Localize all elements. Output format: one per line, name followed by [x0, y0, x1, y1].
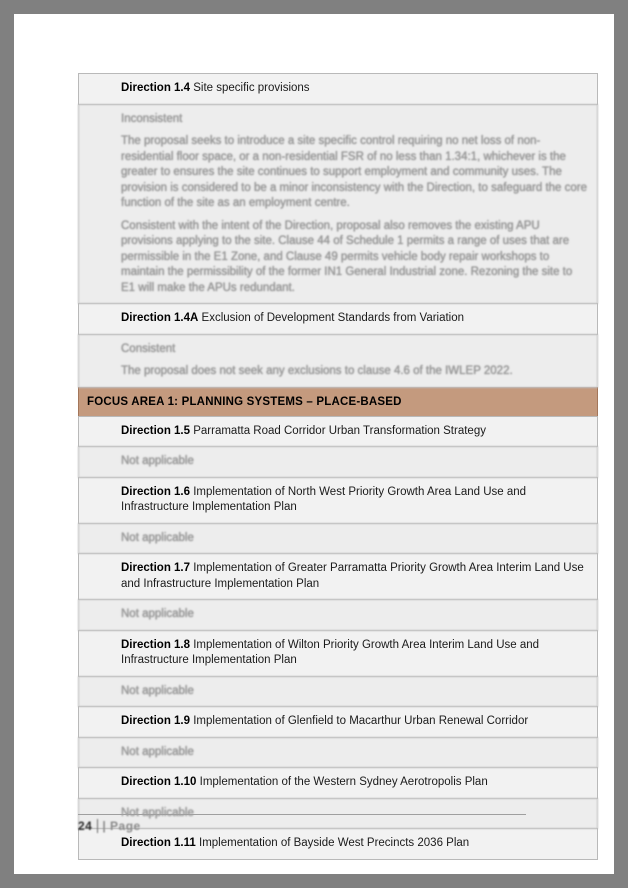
direction-title: Implementation of Wilton Priority Growth Area Interim Land Use and Infrastructure Implementation Plan: [121, 638, 540, 667]
table-row-direction-1-11-header: [78, 828, 598, 860]
consistency-status: Not applicable: [121, 745, 194, 758]
table-row-direction-1-7-body: [78, 599, 598, 631]
direction-title: Implementation of the Western Sydney Aerotropolis Plan: [199, 776, 488, 789]
table-row-direction-1-5-header: [78, 416, 598, 448]
direction-label: Direction 1.4A: [121, 312, 199, 325]
direction-label: Direction 1.9: [121, 715, 191, 728]
table-row-direction-1-7-header: [78, 553, 598, 600]
direction-label: Direction 1.4: [121, 82, 191, 94]
direction-title: Implementation of Glenfield to Macarthur Urban Renewal Corridor: [193, 715, 529, 728]
direction-label: Direction 1.5: [121, 424, 191, 437]
consistency-status: Inconsistent: [121, 112, 183, 125]
directions-table: [78, 74, 598, 860]
direction-title: Parramatta Road Corridor Urban Transformation Strategy: [193, 424, 486, 437]
table-row-direction-1-8-body: [78, 676, 598, 708]
table-row-direction-1-9-header: [78, 706, 598, 738]
assessment-paragraph: Consistent with the intent of the Direction, proposal also removes the existing APU provisions applying to the site. Clause 44 of Schedule 1 permits a range of uses that are permissible in the E1 Zone, and Clause 49 permits vehicle body repair workshops to maintain the permissibility of the former IN1 General Industrial zone. Rezoning the site to E1 will make the APUs redundant.: [121, 219, 573, 294]
focus-area-heading: FOCUS AREA 1: PLANNING SYSTEMS – PLACE-BASED: [78, 387, 598, 417]
direction-title: Implementation of Bayside West Precincts 2036 Plan: [199, 837, 470, 850]
table-row-direction-1-4-body: [78, 104, 598, 305]
assessment-paragraph: The proposal seeks to introduce a site specific control requiring no net loss of non-residential floor space, or a non-residential FSR of no less than 1.34:1, whichever is the greater to ensures the site continues to support employment and community uses. The provision is considered to be a minor inconsistency with the Direction, to safeguard the core function of the site as an employment centre.: [121, 135, 587, 210]
table-row-direction-1-10-header: [78, 767, 598, 799]
assessment-paragraph: The proposal does not seek any exclusions to clause 4.6 of the IWLEP 2022.: [121, 365, 513, 378]
consistency-status: Consistent: [121, 342, 176, 355]
direction-label: Direction 1.7: [121, 562, 191, 575]
page-footer: [78, 814, 598, 833]
direction-label: Direction 1.6: [121, 485, 191, 498]
table-row-direction-1-4a-header: [78, 303, 598, 335]
footer-divider: [78, 814, 526, 815]
footer-page-indicator: [78, 819, 598, 833]
consistency-status: Not applicable: [121, 806, 194, 819]
direction-title: Exclusion of Development Standards from Variation: [201, 312, 465, 325]
consistency-status: Not applicable: [121, 684, 194, 697]
consistency-status: Not applicable: [121, 455, 194, 468]
direction-label: Direction 1.11: [121, 837, 196, 850]
table-row-direction-1-5-body: [78, 446, 598, 478]
table-row-direction-1-6-header: [78, 477, 598, 524]
table-row-direction-1-9-body: [78, 737, 598, 769]
table-row-direction-1-4-header: [78, 73, 598, 105]
direction-title: Implementation of North West Priority Growth Area Land Use and Infrastructure Implementation Plan: [121, 485, 527, 514]
table-row-direction-1-8-header: [78, 630, 598, 677]
table-row-direction-1-6-body: [78, 523, 598, 555]
consistency-status: Not applicable: [121, 608, 194, 621]
consistency-status: Not applicable: [121, 531, 194, 544]
footer-page-label: | Page: [102, 819, 141, 833]
direction-title: Site specific provisions: [193, 82, 310, 94]
table-row-direction-1-4a-body: [78, 334, 598, 388]
direction-label: Direction 1.8: [121, 638, 191, 651]
direction-title: Implementation of Greater Parramatta Priority Growth Area Interim Land Use and Infrastructure Implementation Plan: [121, 562, 584, 590]
direction-label: Direction 1.10: [121, 776, 197, 789]
document-page: [14, 14, 614, 874]
footer-page-number: 24: [78, 819, 98, 833]
